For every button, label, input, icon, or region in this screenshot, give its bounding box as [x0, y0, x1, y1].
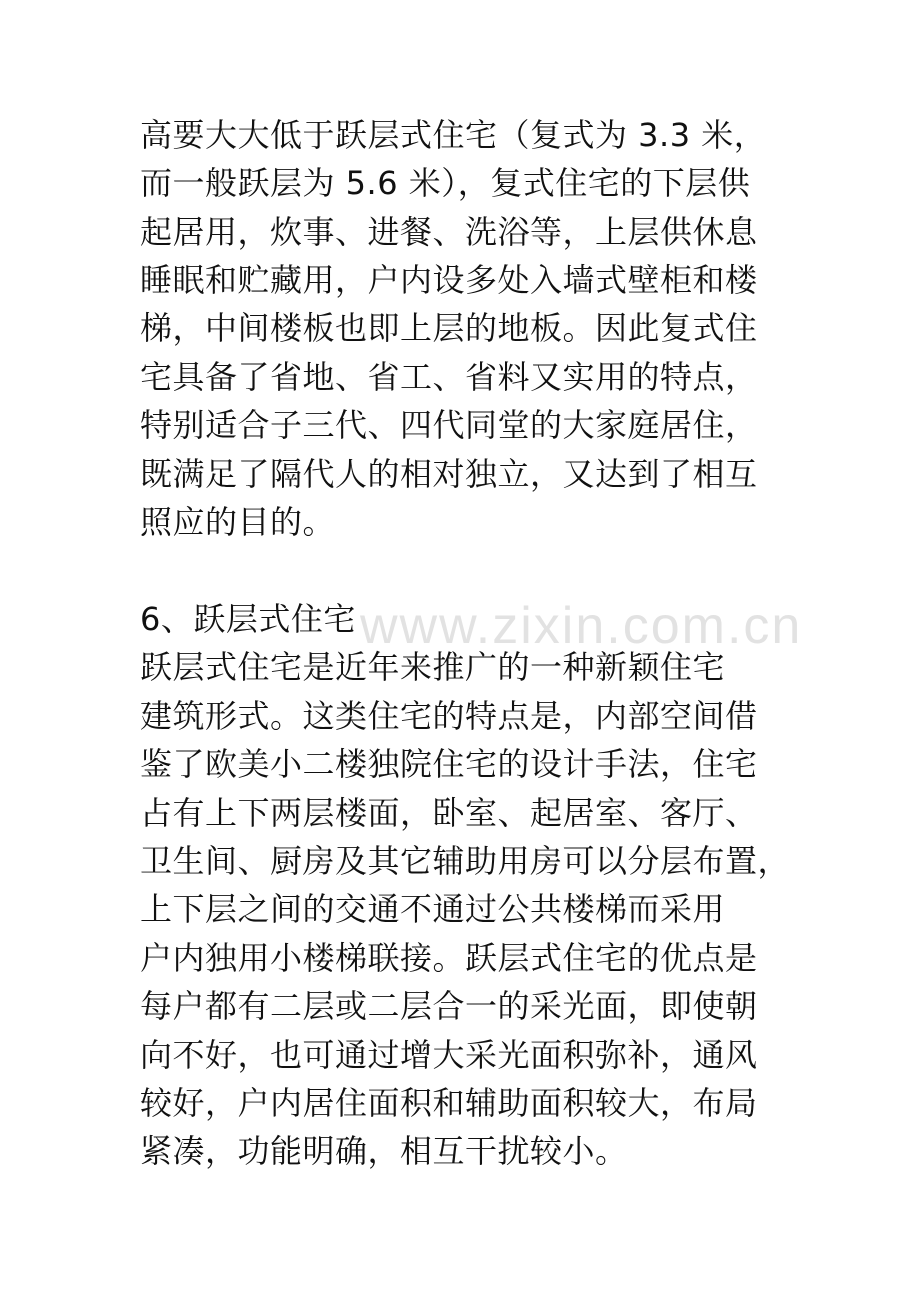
section-line: 卫生间、厨房及其它辅助用房可以分层布置， [140, 842, 791, 880]
section-line: 向不好，也可通过增大采光面积弥补，通风 [140, 1036, 758, 1074]
section-line: 每户都有二层或二层合一的采光面，即使朝 [140, 987, 758, 1025]
paragraph-line: 起居用，炊事、进餐、洗浴等，上层供休息 [140, 213, 758, 251]
paragraph-line: 既满足了隔代人的相对独立，又达到了相互 [140, 455, 758, 493]
paragraph-line: 高要大大低于跃层式住宅（复式为 3.3 米， [140, 116, 767, 154]
section-line: 跃层式住宅是近年来推广的一种新颖住宅 [140, 648, 726, 686]
section-line: 户内独用小楼梯联接。跃层式住宅的优点是 [140, 939, 758, 977]
watermark: www.zixin.com.cn [360, 597, 803, 655]
paragraph-line: 特别适合子三代、四代同堂的大家庭居住， [140, 406, 758, 444]
section-line: 建筑形式。这类住宅的特点是，内部空间借 [140, 697, 758, 735]
section-line: 鉴了欧美小二楼独院住宅的设计手法，住宅 [140, 745, 758, 783]
paragraph-line: 照应的目的。 [140, 503, 336, 541]
section-heading: 6、跃层式住宅 [140, 600, 356, 638]
section-line: 上下层之间的交通不通过公共楼梯而采用 [140, 890, 726, 928]
paragraph-line: 睡眠和贮藏用，户内设多处入墙式壁柜和楼 [140, 261, 758, 299]
paragraph-line: 而一般跃层为 5.6 米），复式住宅的下层供 [140, 164, 751, 202]
section-line: 紧凑，功能明确，相互干扰较小。 [140, 1132, 628, 1170]
paragraph-line: 宅具备了省地、省工、省料又实用的特点， [140, 358, 758, 396]
paragraph-line: 梯，中间楼板也即上层的地板。因此复式住 [140, 309, 758, 347]
section-line: 占有上下两层楼面，卧室、起居室、客厅、 [140, 794, 758, 832]
section-line: 较好，户内居住面积和辅助面积较大，布局 [140, 1084, 758, 1122]
